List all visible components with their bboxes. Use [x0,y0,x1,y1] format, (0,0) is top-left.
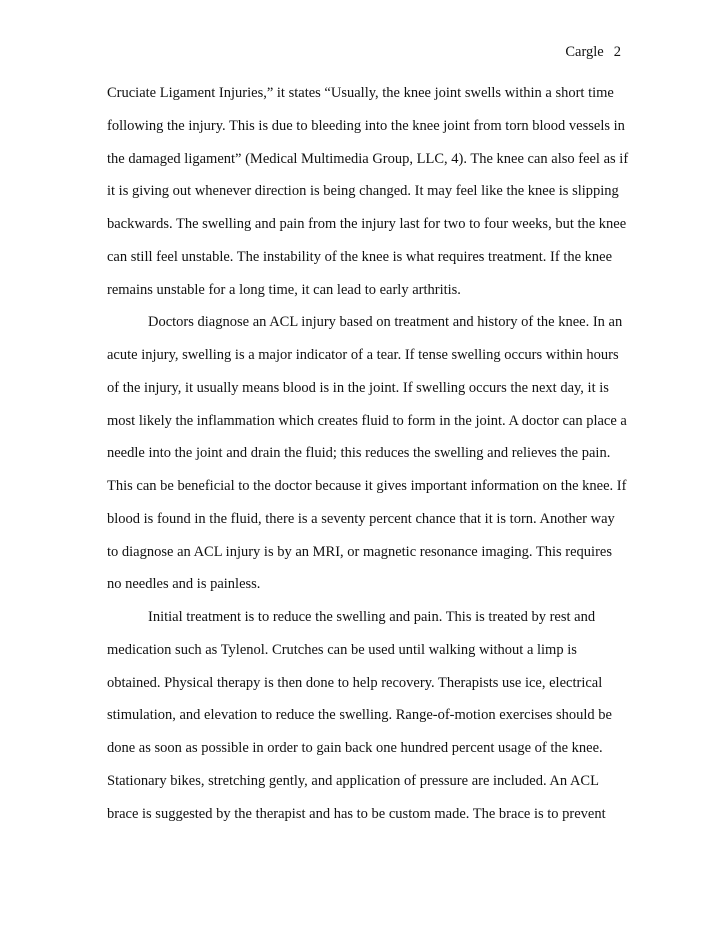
page-number: 2 [613,44,621,60]
text-line: blood is found in the fluid, there is a seventy percent chance that it is torn. Another way [107,510,615,527]
text-line: no needles and is painless. [107,576,261,593]
text-line: the damaged ligament” (Medical Multimedia Group, LLC, 4). The knee can also feel as if [107,150,629,167]
text-line: backwards. The swelling and pain from the injury last for two to four weeks, but the knee [107,216,627,232]
text-line: following the injury. This is due to bleeding into the knee joint from torn blood vessels in [107,117,625,134]
paragraph-start-line: Doctors diagnose an ACL injury based on treatment and history of the knee. In an [148,314,623,331]
text-line: needle into the joint and drain the fluid; this reduces the swelling and relieves the pain. [107,445,611,462]
running-header [565,43,621,61]
text-line: medication such as Tylenol. Crutches can be used until walking without a limp is [107,641,577,658]
paragraph-start-line: Initial treatment is to reduce the swelling and pain. This is treated by rest and [148,609,596,625]
text-line: done as soon as possible in order to gain back one hundred percent usage of the knee. [107,740,603,756]
text-line: acute injury, swelling is a major indicator of a tear. If tense swelling occurs within hours [107,347,619,363]
text-line: can still feel unstable. The instability of the knee is what requires treatment. If the knee [107,248,613,265]
text-line: stimulation, and elevation to reduce the swelling. Range-of-motion exercises should be [107,707,612,724]
text-line: obtained. Physical therapy is then done to help recovery. Therapists use ice, electrical [107,674,603,691]
text-line: of the injury, it usually means blood is in the joint. If swelling occurs the next day, it is [107,379,609,396]
text-line: Stationary bikes, stretching gently, and application of pressure are included. An ACL [107,772,599,789]
text-line: brace is suggested by the therapist and has to be custom made. The brace is to prevent [107,805,606,822]
text-line: most likely the inflammation which creates fluid to form in the joint. A doctor can place a [107,412,627,429]
text-line: it is giving out whenever direction is being changed. It may feel like the knee is slipping [107,183,619,200]
header-author: Cargle [565,44,604,60]
text-line: remains unstable for a long time, it can lead to early arthritis. [107,281,461,298]
text-line: to diagnose an ACL injury is by an MRI, or magnetic resonance imaging. This requires [107,543,612,560]
body-text [107,84,629,837]
text-line: Cruciate Ligament Injuries,” it states “Usually, the knee joint swells within a short time [107,85,614,101]
text-line: This can be beneficial to the doctor because it gives important information on the knee. If [107,478,627,494]
